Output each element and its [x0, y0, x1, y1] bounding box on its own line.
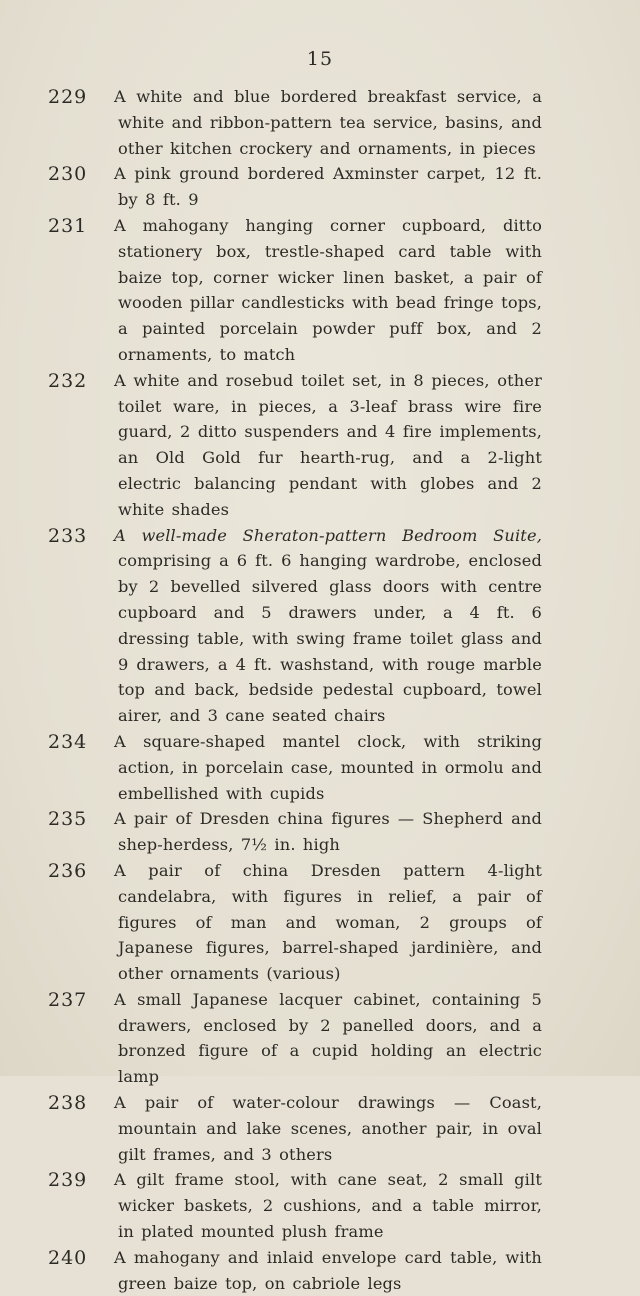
lot-description: A pair of Dresden china figures — Shepherd and shep-herdess, 7½ in. high: [114, 809, 542, 855]
lot-entry: [0, 987, 640, 1090]
lot-number: 233: [48, 524, 88, 547]
lot-entry: [0, 84, 640, 161]
lot-description: A gilt frame stool, with cane seat, 2 small gilt wicker baskets, 2 cushions, and a table mirror, in plated mounted plush frame: [114, 1170, 542, 1242]
lot-description: A pair of water-colour drawings — Coast, mountain and lake scenes, another pair, in oval gilt frames, and 3 others: [114, 1093, 542, 1164]
lot-entry: [0, 858, 640, 987]
lot-list: [0, 84, 640, 1296]
lot-entry: [0, 806, 640, 858]
lot-number: 239: [48, 1169, 88, 1192]
lot-number: 232: [48, 369, 88, 392]
lot-description: A mahogany and inlaid envelope card table, with green baize top, on cabriole legs: [114, 1247, 542, 1293]
lot-description-rest: comprising a 6 ft. 6 hanging wardrobe, enclosed by 2 bevelled silvered glass doors with centre cupboard and 5 drawers under, a 4 ft. 6 dressing table, with swing frame toilet glass and 9 drawers, a 4 ft. washstand, with rouge marble top and back, bedside pedestal cupboard, towel airer, and 3 cane seated chairs: [118, 551, 542, 726]
lot-entry: [0, 1090, 640, 1167]
lot-description: A small Japanese lacquer cabinet, containing 5 drawers, enclosed by 2 panelled doors, and a bronzed figure of a cupid holding an electric lamp: [114, 989, 542, 1087]
lot-entry: [0, 368, 640, 523]
lot-number: 236: [48, 859, 88, 882]
lot-number: 238: [48, 1092, 88, 1115]
lot-number: 240: [48, 1246, 88, 1269]
lot-entry: [0, 161, 640, 213]
lot-description: A square-shaped mantel clock, with striking action, in porcelain case, mounted in ormolu and embellished with cupids: [114, 731, 542, 803]
lot-description: A white and blue bordered breakfast service, a white and ribbon-pattern tea service, basins, and other kitchen crockery and ornaments, in pieces: [114, 87, 542, 158]
lot-number: 234: [48, 730, 88, 753]
lot-number: 231: [48, 214, 88, 237]
lot-entry: [0, 213, 640, 368]
lot-description: A pair of china Dresden pattern 4-light candelabra, with figures in relief, a pair of figures of man and woman, 2 groups of Japanese figures, barrel-shaped jardinière, and other ornaments (various): [114, 860, 542, 984]
lot-number: 237: [48, 988, 88, 1011]
page-number: 15: [306, 48, 334, 70]
lot-description: A pink ground bordered Axminster carpet, 12 ft. by 8 ft. 9: [114, 164, 542, 210]
lot-description: [114, 523, 542, 729]
lot-entry: [0, 523, 640, 729]
lot-description: A white and rosebud toilet set, in 8 pieces, other toilet ware, in pieces, a 3-leaf brass wire fire guard, 2 ditto suspenders and 4 fire implements, an Old Gold fur hearth-rug, and a 2-light electric balancing pendant with globes and 2 white shades: [114, 370, 542, 519]
lot-description: A mahogany hanging corner cupboard, ditto stationery box, trestle-shaped card table with baize top, corner wicker linen basket, a pair of wooden pillar candlesticks with bead fringe tops, a painted porcelain powder puff box, and 2 ornaments, to match: [114, 215, 542, 364]
lot-number: 230: [48, 163, 88, 186]
lot-entry: [0, 1167, 640, 1244]
lot-entry: [0, 729, 640, 806]
lot-entry: [0, 1245, 640, 1296]
lot-title-italic: A well-made Sheraton-pattern Bedroom Suite,: [114, 525, 542, 545]
lot-number: 229: [48, 86, 88, 108]
lot-number: 235: [48, 808, 88, 831]
